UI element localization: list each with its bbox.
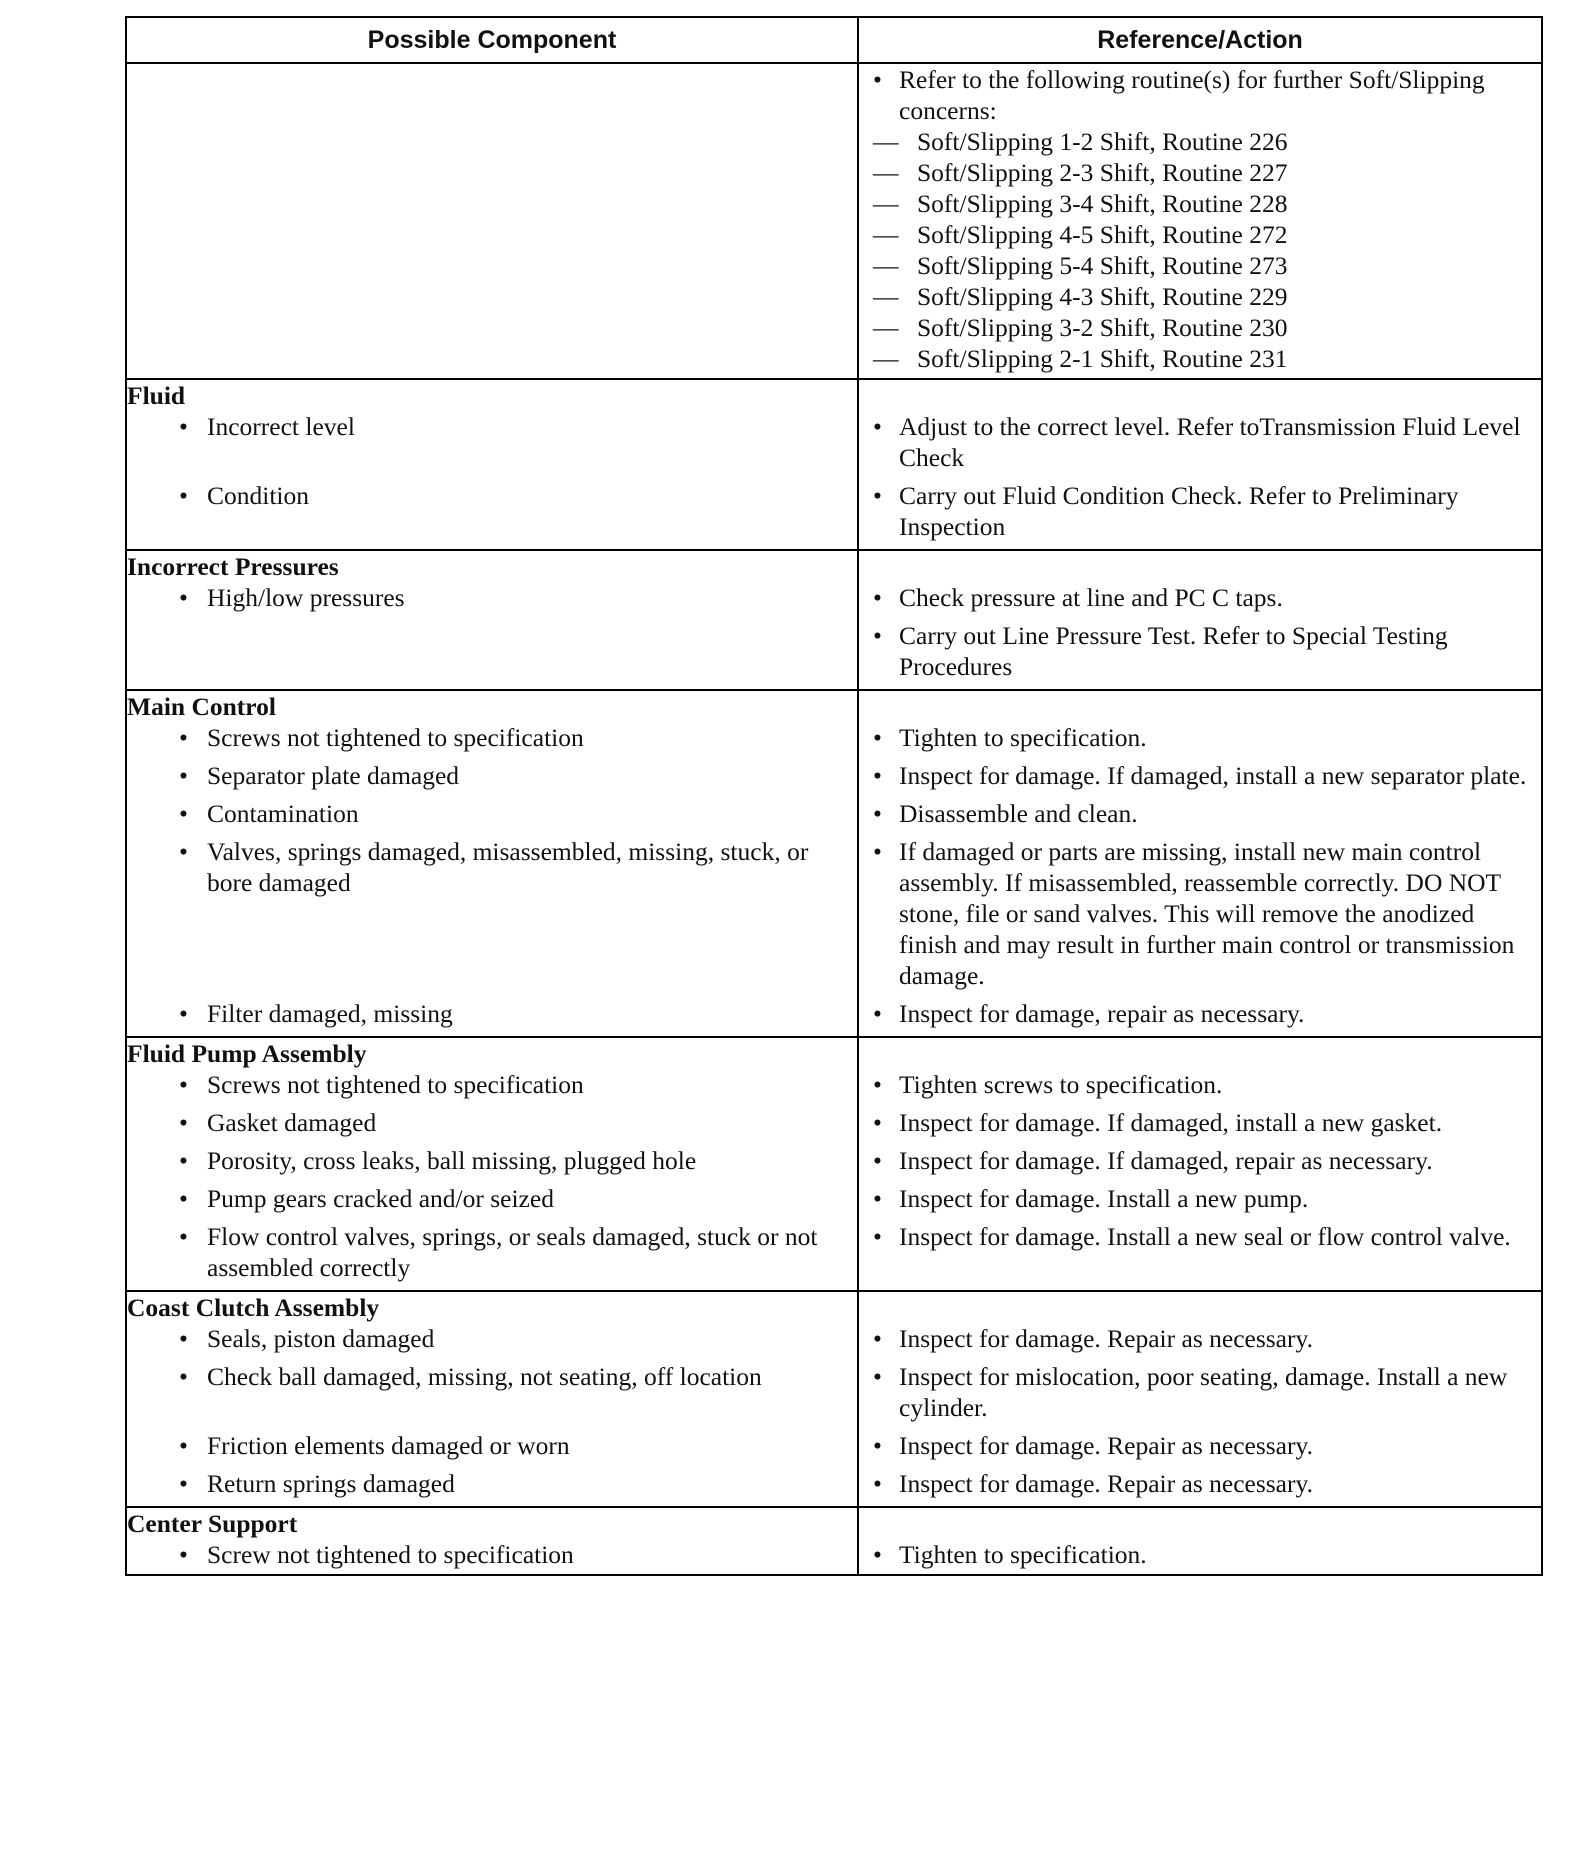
- routine-text: Soft/Slipping 2-3 Shift, Routine 227: [917, 158, 1288, 187]
- component-cell: [126, 411, 858, 480]
- bullet-icon: •: [873, 412, 882, 441]
- action-item-text: Inspect for mislocation, poor seating, damage. Install a new cylinder.: [899, 1362, 1508, 1422]
- dash-icon: —: [873, 189, 899, 218]
- action-item-text: Inspect for damage. Install a new seal or flow control valve.: [899, 1222, 1511, 1251]
- action-cell: [858, 582, 1542, 690]
- action-cell: [858, 1539, 1542, 1575]
- bullet-icon: •: [179, 583, 188, 612]
- bullet-icon: •: [873, 999, 882, 1028]
- dash-icon: —: [873, 158, 899, 187]
- component-item: [127, 1107, 857, 1138]
- dash-icon: —: [873, 127, 899, 156]
- dash-icon: —: [873, 220, 899, 249]
- component-item-text: Screws not tightened to specification: [207, 1070, 584, 1099]
- table-row: [126, 1069, 1542, 1107]
- component-cell: [126, 1323, 858, 1361]
- bullet-icon: •: [179, 837, 188, 866]
- bullet-icon: •: [873, 799, 882, 828]
- dash-icon: —: [873, 344, 899, 373]
- action-cell: [858, 998, 1542, 1037]
- action-cell: [858, 1145, 1542, 1183]
- component-cell: [126, 1107, 858, 1145]
- component-cell: [126, 722, 858, 760]
- action-item-text: Inspect for damage. Repair as necessary.: [899, 1431, 1313, 1460]
- action-cell: [858, 798, 1542, 836]
- action-cell: [858, 1107, 1542, 1145]
- component-cell: [126, 760, 858, 798]
- component-cell: [126, 1183, 858, 1221]
- bullet-icon: •: [873, 1362, 882, 1391]
- bullet-icon: •: [873, 837, 882, 866]
- bullet-icon: •: [179, 1469, 188, 1498]
- group-heading-action-cell: [858, 690, 1542, 722]
- component-item-text: Screws not tightened to specification: [207, 723, 584, 752]
- action-item-text: Tighten to specification.: [899, 1540, 1147, 1569]
- component-item: [127, 411, 857, 442]
- group-heading-action-cell: [858, 1037, 1542, 1069]
- table-row: [126, 1145, 1542, 1183]
- action-cell: [858, 480, 1542, 550]
- action-item-text: Inspect for damage. If damaged, install a new gasket.: [899, 1108, 1443, 1137]
- action-item: [859, 480, 1541, 542]
- bullet-icon: •: [873, 1540, 882, 1569]
- routine-item: [859, 219, 1541, 250]
- component-item-text: Porosity, cross leaks, ball missing, plugged hole: [207, 1146, 697, 1175]
- component-item-text: Condition: [207, 481, 310, 510]
- bullet-icon: •: [873, 1146, 882, 1175]
- bullet-icon: •: [873, 1070, 882, 1099]
- action-item-text: Inspect for damage. If damaged, install a new separator plate.: [899, 761, 1527, 790]
- component-item: [127, 836, 857, 898]
- action-item: [859, 1069, 1541, 1100]
- component-cell: [126, 798, 858, 836]
- action-cell: [858, 1069, 1542, 1107]
- component-item-text: Return springs damaged: [207, 1469, 455, 1498]
- component-item-text: Contamination: [207, 799, 359, 828]
- component-item: [127, 582, 857, 613]
- action-item: [859, 1539, 1541, 1570]
- routine-item: [859, 157, 1541, 188]
- column-header-component: Possible Component: [126, 17, 858, 63]
- bullet-icon: •: [179, 1324, 188, 1353]
- action-cell: [858, 1323, 1542, 1361]
- action-item: [859, 1145, 1541, 1176]
- action-item: [859, 1221, 1541, 1252]
- bullet-icon: •: [179, 1362, 188, 1391]
- component-item: [127, 1361, 857, 1392]
- action-item-text: Inspect for damage. Repair as necessary.: [899, 1324, 1313, 1353]
- routine-text: Soft/Slipping 4-5 Shift, Routine 272: [917, 220, 1288, 249]
- bullet-icon: •: [179, 723, 188, 752]
- bullet-icon: •: [873, 583, 882, 612]
- component-item: [127, 1183, 857, 1214]
- component-item-text: Screw not tightened to specification: [207, 1540, 574, 1569]
- bullet-icon: •: [179, 1540, 188, 1569]
- group-heading: Incorrect Pressures: [126, 550, 858, 582]
- bullet-icon: •: [873, 1222, 882, 1251]
- bullet-icon: •: [179, 1108, 188, 1137]
- component-cell: [126, 1221, 858, 1291]
- component-cell: [126, 998, 858, 1037]
- group-heading: Center Support: [126, 1507, 858, 1539]
- component-item: [127, 722, 857, 753]
- action-item: [859, 1361, 1541, 1423]
- component-item-text: Separator plate damaged: [207, 761, 460, 790]
- action-cell: [858, 1430, 1542, 1468]
- dash-icon: —: [873, 282, 899, 311]
- group-heading-row: [126, 1507, 1542, 1539]
- action-item-text: Carry out Fluid Condition Check. Refer to Preliminary Inspection: [899, 481, 1459, 541]
- action-item-text: Inspect for damage. Install a new pump.: [899, 1184, 1309, 1213]
- bullet-icon: •: [179, 1070, 188, 1099]
- intro-action-cell: [858, 63, 1542, 379]
- component-item-text: Gasket damaged: [207, 1108, 377, 1137]
- group-heading-action-cell: [858, 1507, 1542, 1539]
- table-row: [126, 760, 1542, 798]
- action-item: [859, 1107, 1541, 1138]
- component-item: [127, 798, 857, 829]
- routine-item: [859, 250, 1541, 281]
- component-item-text: Incorrect level: [207, 412, 355, 441]
- routine-text: Soft/Slipping 5-4 Shift, Routine 273: [917, 251, 1288, 280]
- bullet-icon: •: [179, 1222, 188, 1251]
- group-heading-row: [126, 1037, 1542, 1069]
- table-row: [126, 1430, 1542, 1468]
- component-item-text: Flow control valves, springs, or seals damaged, stuck or not assembled correctly: [207, 1222, 818, 1282]
- table-row: [126, 1183, 1542, 1221]
- bullet-icon: •: [873, 761, 882, 790]
- component-cell: [126, 1145, 858, 1183]
- action-item-text: Inspect for damage. If damaged, repair as necessary.: [899, 1146, 1433, 1175]
- table-row: [126, 480, 1542, 550]
- action-cell: [858, 1468, 1542, 1507]
- group-heading-action-cell: [858, 379, 1542, 411]
- component-cell: [126, 836, 858, 998]
- routine-text: Soft/Slipping 4-3 Shift, Routine 229: [917, 282, 1288, 311]
- bullet-icon: •: [873, 1108, 882, 1137]
- table-row: [126, 1468, 1542, 1507]
- intro-component-cell: [126, 63, 858, 379]
- component-item: [127, 1145, 857, 1176]
- table-row: [126, 998, 1542, 1037]
- component-item-text: Pump gears cracked and/or seized: [207, 1184, 554, 1213]
- action-cell: [858, 760, 1542, 798]
- bullet-icon: •: [873, 481, 882, 510]
- action-item: [859, 760, 1541, 791]
- action-item: [859, 620, 1541, 682]
- table-row: [126, 1221, 1542, 1291]
- routine-text: Soft/Slipping 2-1 Shift, Routine 231: [917, 344, 1288, 373]
- action-cell: [858, 411, 1542, 480]
- table-row: [126, 798, 1542, 836]
- action-item-text: Carry out Line Pressure Test. Refer to Special Testing Procedures: [899, 621, 1448, 681]
- action-item: [859, 1430, 1541, 1461]
- table-row: [126, 1539, 1542, 1575]
- table-row: [126, 1107, 1542, 1145]
- table-row: [126, 1361, 1542, 1430]
- bullet-icon: •: [179, 481, 188, 510]
- component-item: [127, 480, 857, 511]
- action-item-text: Disassemble and clean.: [899, 799, 1138, 828]
- bullet-icon: •: [873, 1184, 882, 1213]
- action-item: [859, 1468, 1541, 1499]
- component-item: [127, 1539, 857, 1570]
- dash-icon: —: [873, 251, 899, 280]
- component-cell: [126, 1430, 858, 1468]
- action-item: [859, 1183, 1541, 1214]
- component-cell: [126, 1361, 858, 1430]
- intro-text: [859, 64, 1541, 126]
- component-item: [127, 1221, 857, 1283]
- group-heading-row: [126, 379, 1542, 411]
- diagnostic-table: [125, 16, 1543, 1576]
- action-item-text: Tighten to specification.: [899, 723, 1147, 752]
- component-cell: [126, 582, 858, 690]
- action-cell: [858, 1221, 1542, 1291]
- group-heading-row: [126, 690, 1542, 722]
- header-row: [126, 17, 1542, 63]
- group-heading-action-cell: [858, 1291, 1542, 1323]
- action-item: [859, 582, 1541, 613]
- bullet-icon: •: [873, 1324, 882, 1353]
- action-item: [859, 798, 1541, 829]
- intro-row: [126, 63, 1542, 379]
- action-item: [859, 836, 1541, 991]
- component-item: [127, 1430, 857, 1461]
- component-item-text: Friction elements damaged or worn: [207, 1431, 570, 1460]
- component-cell: [126, 1069, 858, 1107]
- action-cell: [858, 722, 1542, 760]
- component-item-text: Seals, piston damaged: [207, 1324, 435, 1353]
- action-item-text: Inspect for damage, repair as necessary.: [899, 999, 1305, 1028]
- routine-text: Soft/Slipping 1-2 Shift, Routine 226: [917, 127, 1288, 156]
- action-cell: [858, 1361, 1542, 1430]
- group-heading-row: [126, 1291, 1542, 1323]
- component-cell: [126, 1468, 858, 1507]
- bullet-icon: •: [179, 1146, 188, 1175]
- bullet-icon: •: [873, 1469, 882, 1498]
- table-body: [126, 63, 1542, 1575]
- routine-item: [859, 126, 1541, 157]
- routine-text: Soft/Slipping 3-4 Shift, Routine 228: [917, 189, 1288, 218]
- table-row: [126, 722, 1542, 760]
- routine-text: Soft/Slipping 3-2 Shift, Routine 230: [917, 313, 1288, 342]
- group-heading: Fluid Pump Assembly: [126, 1037, 858, 1069]
- table-row: [126, 582, 1542, 690]
- action-item: [859, 998, 1541, 1029]
- action-cell: [858, 836, 1542, 998]
- component-item: [127, 1468, 857, 1499]
- routine-item: [859, 312, 1541, 343]
- component-item: [127, 760, 857, 791]
- bullet-icon: •: [873, 723, 882, 752]
- intro-text-text: Refer to the following routine(s) for further Soft/Slipping concerns:: [899, 65, 1485, 125]
- group-heading-action-cell: [858, 550, 1542, 582]
- table-row: [126, 1323, 1542, 1361]
- group-heading: Coast Clutch Assembly: [126, 1291, 858, 1323]
- action-item-text: If damaged or parts are missing, install new main control assembly. If misassembled, reassemble correctly. DO NOT stone, file or sand valves. This will remove the anodized finish and may result in further main control or transmission damage.: [899, 837, 1515, 990]
- action-item: [859, 411, 1541, 473]
- component-item-text: Filter damaged, missing: [207, 999, 453, 1028]
- bullet-icon: •: [179, 999, 188, 1028]
- bullet-icon: •: [179, 412, 188, 441]
- group-heading: Main Control: [126, 690, 858, 722]
- group-heading-row: [126, 550, 1542, 582]
- component-item: [127, 998, 857, 1029]
- action-item: [859, 722, 1541, 753]
- component-item: [127, 1323, 857, 1354]
- routine-item: [859, 188, 1541, 219]
- component-item-text: High/low pressures: [207, 583, 405, 612]
- action-cell: [858, 1183, 1542, 1221]
- bullet-icon: •: [179, 1184, 188, 1213]
- group-heading: Fluid: [126, 379, 858, 411]
- action-item-text: Tighten screws to specification.: [899, 1070, 1223, 1099]
- component-item-text: Valves, springs damaged, misassembled, missing, stuck, or bore damaged: [207, 837, 809, 897]
- action-item-text: Check pressure at line and PC C taps.: [899, 583, 1283, 612]
- action-item-text: Inspect for damage. Repair as necessary.: [899, 1469, 1313, 1498]
- component-item: [127, 1069, 857, 1100]
- action-item: [859, 1323, 1541, 1354]
- bullet-icon: •: [873, 621, 882, 650]
- bullet-icon: •: [179, 799, 188, 828]
- dash-icon: —: [873, 313, 899, 342]
- routine-item: [859, 343, 1541, 374]
- component-item-text: Check ball damaged, missing, not seating, off location: [207, 1362, 762, 1391]
- routine-item: [859, 281, 1541, 312]
- bullet-icon: •: [873, 65, 882, 94]
- bullet-icon: •: [179, 761, 188, 790]
- table-row: [126, 411, 1542, 480]
- bullet-icon: •: [873, 1431, 882, 1460]
- action-item-text: Adjust to the correct level. Refer toTransmission Fluid Level Check: [899, 412, 1521, 472]
- component-cell: [126, 480, 858, 550]
- component-cell: [126, 1539, 858, 1575]
- bullet-icon: •: [179, 1431, 188, 1460]
- column-header-action: Reference/Action: [858, 17, 1542, 63]
- table-row: [126, 836, 1542, 998]
